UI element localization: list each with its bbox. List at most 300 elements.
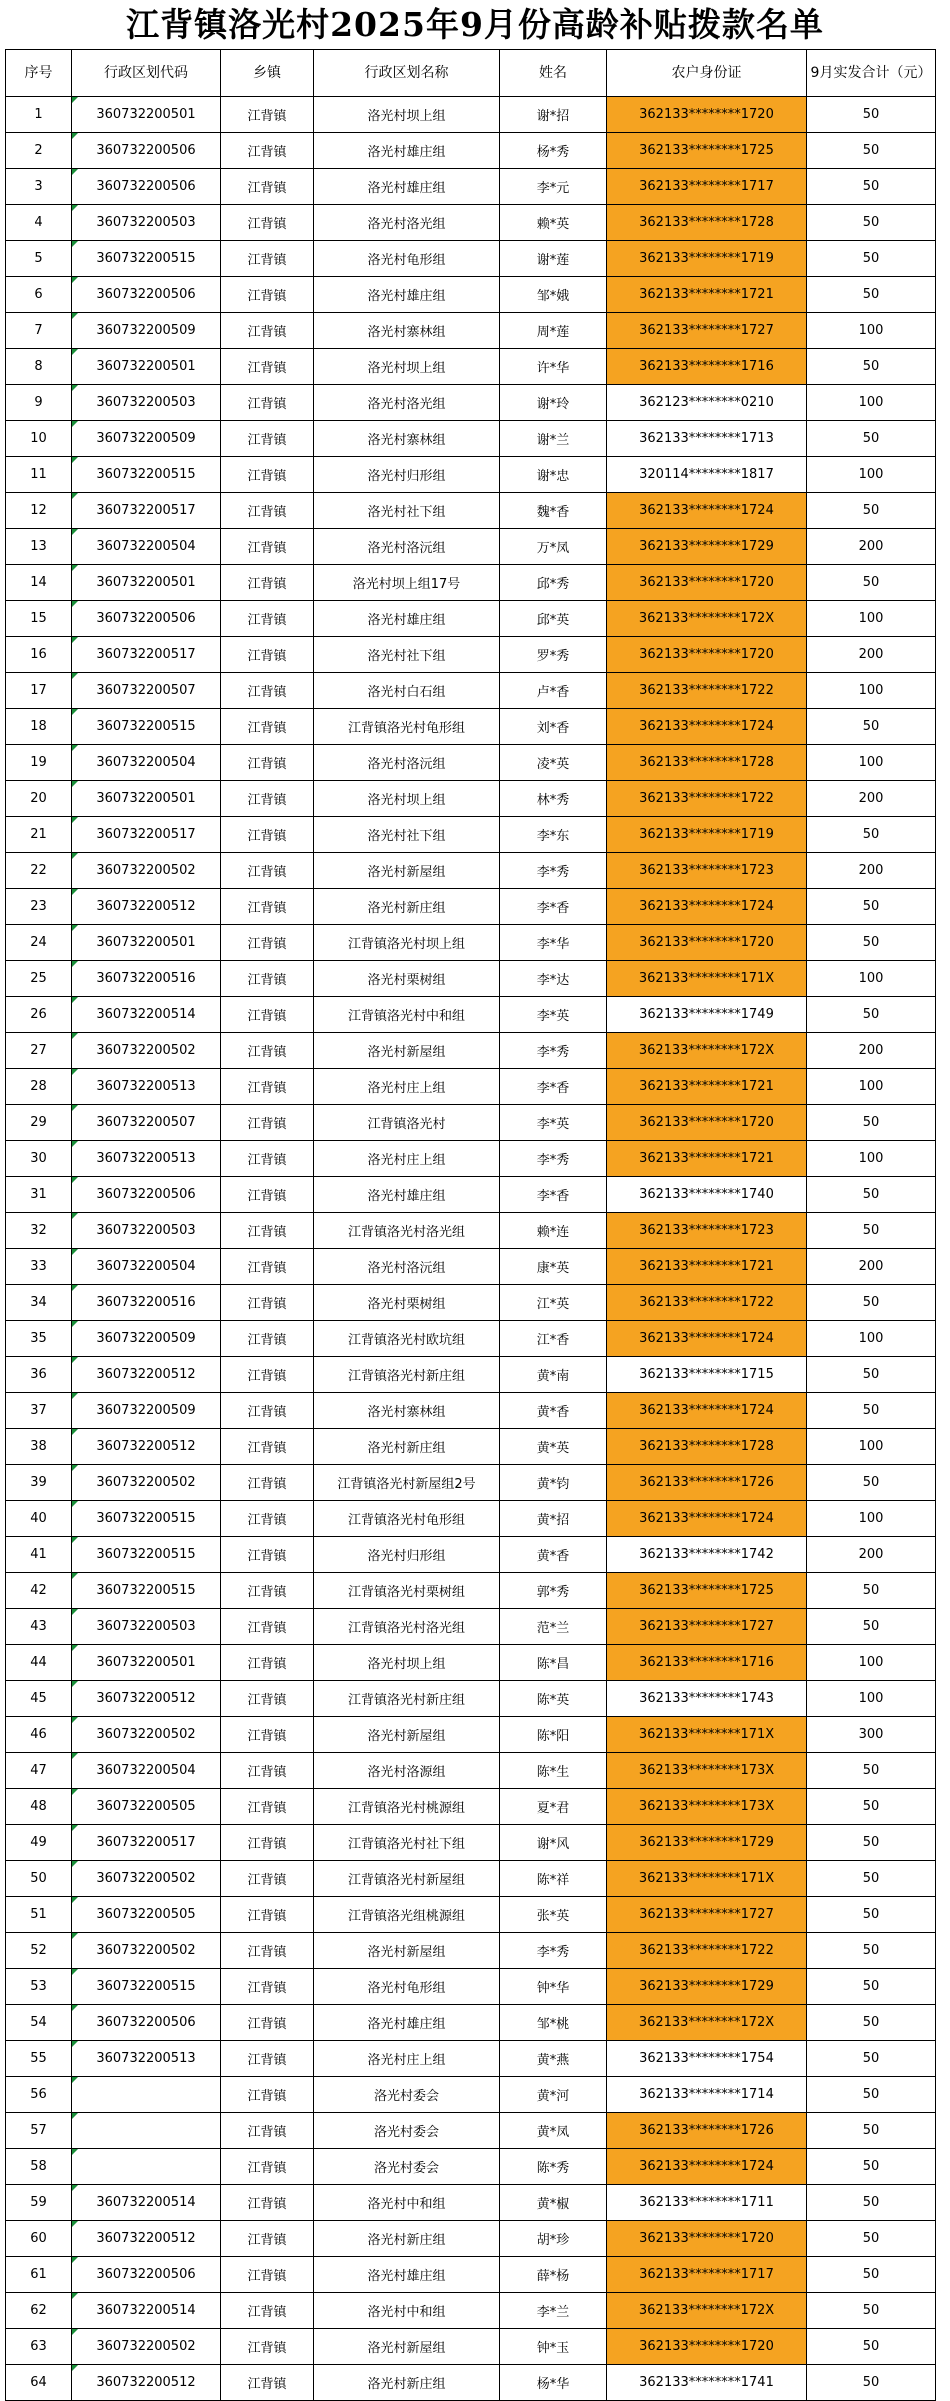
cell-index: 15 [6, 601, 72, 637]
header-amount: 9月实发合计（元） [807, 50, 936, 97]
cell-id-number: 362133********1724 [607, 1501, 807, 1537]
cell-township: 江背镇 [221, 313, 314, 349]
cell-name: 邹*桃 [500, 2005, 607, 2041]
table-row [6, 529, 936, 565]
cell-township: 江背镇 [221, 529, 314, 565]
cell-name: 赖*英 [500, 205, 607, 241]
cell-region-code: 360732200502 [72, 853, 221, 889]
cell-name: 江*香 [500, 1321, 607, 1357]
cell-id-number: 362133********1717 [607, 169, 807, 205]
cell-id-number: 362133********1711 [607, 2185, 807, 2221]
table-row [6, 205, 936, 241]
cell-amount: 50 [807, 1969, 936, 2005]
cell-name: 黄*河 [500, 2077, 607, 2113]
cell-name: 李*兰 [500, 2293, 607, 2329]
cell-index: 2 [6, 133, 72, 169]
cell-township: 江背镇 [221, 493, 314, 529]
cell-region-code: 360732200503 [72, 1609, 221, 1645]
header-name: 姓名 [500, 50, 607, 97]
cell-index: 41 [6, 1537, 72, 1573]
cell-id-number: 362133********1720 [607, 565, 807, 601]
table-row [6, 925, 936, 961]
cell-region-name: 洛光村龟形组 [314, 1969, 500, 2005]
cell-region-name: 洛光村新屋组 [314, 853, 500, 889]
cell-name: 郭*秀 [500, 1573, 607, 1609]
cell-amount: 50 [807, 2185, 936, 2221]
cell-amount: 100 [807, 457, 936, 493]
cell-id-number: 362133********1722 [607, 1285, 807, 1321]
cell-township: 江背镇 [221, 2365, 314, 2401]
cell-region-code: 360732200502 [72, 1465, 221, 1501]
cell-region-code: 360732200506 [72, 133, 221, 169]
cell-index: 50 [6, 1861, 72, 1897]
cell-name: 钟*玉 [500, 2329, 607, 2365]
cell-amount: 50 [807, 2077, 936, 2113]
cell-amount: 50 [807, 2005, 936, 2041]
cell-name: 谢*莲 [500, 241, 607, 277]
cell-region-code: 360732200505 [72, 1897, 221, 1933]
cell-region-name: 洛光村委会 [314, 2113, 500, 2149]
cell-region-code: 360732200506 [72, 2005, 221, 2041]
cell-township: 江背镇 [221, 2077, 314, 2113]
cell-township: 江背镇 [221, 1069, 314, 1105]
table-row [6, 277, 936, 313]
cell-name: 陈*阳 [500, 1717, 607, 1753]
cell-region-code: 360732200513 [72, 1069, 221, 1105]
cell-region-code: 360732200506 [72, 1177, 221, 1213]
cell-amount: 50 [807, 1393, 936, 1429]
cell-id-number: 362133********1721 [607, 277, 807, 313]
header-region-code: 行政区划代码 [72, 50, 221, 97]
cell-name: 赖*连 [500, 1213, 607, 1249]
cell-region-name: 洛光村雄庄组 [314, 2005, 500, 2041]
cell-name: 李*元 [500, 169, 607, 205]
cell-id-number: 362133********1740 [607, 1177, 807, 1213]
cell-region-name: 江背镇洛光村新屋组2号 [314, 1465, 500, 1501]
cell-township: 江背镇 [221, 1897, 314, 1933]
cell-region-code: 360732200501 [72, 925, 221, 961]
cell-region-code: 360732200506 [72, 601, 221, 637]
table-row [6, 745, 936, 781]
cell-name: 钟*华 [500, 1969, 607, 2005]
cell-id-number: 362133********1728 [607, 1429, 807, 1465]
table-row [6, 2365, 936, 2401]
table-row [6, 997, 936, 1033]
cell-id-number: 362133********171X [607, 1717, 807, 1753]
table-row [6, 1645, 936, 1681]
cell-id-number: 362133********1726 [607, 2113, 807, 2149]
table-row [6, 1573, 936, 1609]
table-row [6, 1321, 936, 1357]
cell-index: 36 [6, 1357, 72, 1393]
cell-amount: 50 [807, 565, 936, 601]
cell-township: 江背镇 [221, 889, 314, 925]
cell-region-code: 360732200517 [72, 817, 221, 853]
table-row [6, 2041, 936, 2077]
cell-id-number: 362133********1721 [607, 1069, 807, 1105]
cell-region-name: 洛光村洛光组 [314, 205, 500, 241]
cell-index: 62 [6, 2293, 72, 2329]
cell-amount: 50 [807, 997, 936, 1033]
table-row [6, 2077, 936, 2113]
cell-region-name: 洛光村坝上组 [314, 1645, 500, 1681]
cell-township: 江背镇 [221, 421, 314, 457]
cell-index: 11 [6, 457, 72, 493]
cell-region-code: 360732200515 [72, 1501, 221, 1537]
cell-id-number: 320114********1817 [607, 457, 807, 493]
cell-amount: 100 [807, 1501, 936, 1537]
cell-index: 8 [6, 349, 72, 385]
cell-region-name: 洛光村洛沅组 [314, 745, 500, 781]
cell-township: 江背镇 [221, 1105, 314, 1141]
cell-township: 江背镇 [221, 2041, 314, 2077]
table-row [6, 1357, 936, 1393]
cell-index: 42 [6, 1573, 72, 1609]
cell-name: 谢*风 [500, 1825, 607, 1861]
cell-amount: 50 [807, 169, 936, 205]
cell-township: 江背镇 [221, 277, 314, 313]
cell-index: 35 [6, 1321, 72, 1357]
cell-township: 江背镇 [221, 853, 314, 889]
cell-index: 45 [6, 1681, 72, 1717]
cell-id-number: 362133********173X [607, 1753, 807, 1789]
cell-amount: 50 [807, 889, 936, 925]
cell-name: 陈*英 [500, 1681, 607, 1717]
cell-region-name: 洛光村雄庄组 [314, 2257, 500, 2293]
cell-name: 陈*祥 [500, 1861, 607, 1897]
cell-index: 40 [6, 1501, 72, 1537]
cell-name: 万*凤 [500, 529, 607, 565]
cell-region-code: 360732200504 [72, 529, 221, 565]
cell-index: 16 [6, 637, 72, 673]
cell-id-number: 362133********1749 [607, 997, 807, 1033]
cell-amount: 50 [807, 1861, 936, 1897]
cell-township: 江背镇 [221, 133, 314, 169]
cell-amount: 300 [807, 1717, 936, 1753]
cell-name: 杨*秀 [500, 133, 607, 169]
table-row [6, 1285, 936, 1321]
cell-region-name: 洛光村社下组 [314, 817, 500, 853]
table-row [6, 1717, 936, 1753]
cell-region-name: 江背镇洛光村新庄组 [314, 1357, 500, 1393]
cell-index: 60 [6, 2221, 72, 2257]
cell-region-code: 360732200512 [72, 2365, 221, 2401]
cell-region-code: 360732200506 [72, 2257, 221, 2293]
cell-region-code: 360732200504 [72, 1753, 221, 1789]
cell-id-number: 362133********1717 [607, 2257, 807, 2293]
cell-index: 12 [6, 493, 72, 529]
cell-id-number: 362133********1719 [607, 241, 807, 277]
table-row [6, 1537, 936, 1573]
cell-id-number: 362133********1741 [607, 2365, 807, 2401]
cell-region-name: 江背镇洛光村 [314, 1105, 500, 1141]
cell-region-code: 360732200501 [72, 565, 221, 601]
cell-amount: 100 [807, 745, 936, 781]
cell-region-name: 洛光村坝上组17号 [314, 565, 500, 601]
cell-region-code: 360732200517 [72, 1825, 221, 1861]
cell-index: 13 [6, 529, 72, 565]
cell-name: 卢*香 [500, 673, 607, 709]
cell-index: 30 [6, 1141, 72, 1177]
cell-amount: 50 [807, 349, 936, 385]
table-row [6, 169, 936, 205]
cell-township: 江背镇 [221, 1249, 314, 1285]
cell-name: 李*香 [500, 1069, 607, 1105]
cell-region-code: 360732200506 [72, 277, 221, 313]
cell-amount: 50 [807, 1825, 936, 1861]
cell-amount: 100 [807, 1429, 936, 1465]
cell-id-number: 362133********1724 [607, 1321, 807, 1357]
cell-amount: 50 [807, 2257, 936, 2293]
table-row [6, 1753, 936, 1789]
cell-township: 江背镇 [221, 2185, 314, 2221]
cell-amount: 50 [807, 1753, 936, 1789]
cell-index: 43 [6, 1609, 72, 1645]
cell-amount: 100 [807, 673, 936, 709]
cell-name: 周*莲 [500, 313, 607, 349]
cell-name: 李*英 [500, 1105, 607, 1141]
cell-amount: 50 [807, 2293, 936, 2329]
cell-township: 江背镇 [221, 2149, 314, 2185]
table-row [6, 2293, 936, 2329]
cell-id-number: 362133********1728 [607, 745, 807, 781]
cell-id-number: 362133********1724 [607, 493, 807, 529]
table-row [6, 1897, 936, 1933]
cell-name: 刘*香 [500, 709, 607, 745]
cell-township: 江背镇 [221, 1141, 314, 1177]
cell-township: 江背镇 [221, 385, 314, 421]
table-row [6, 1249, 936, 1285]
cell-township: 江背镇 [221, 673, 314, 709]
cell-id-number: 362133********1727 [607, 313, 807, 349]
cell-name: 李*香 [500, 889, 607, 925]
cell-township: 江背镇 [221, 1573, 314, 1609]
cell-id-number: 362133********1724 [607, 889, 807, 925]
cell-township: 江背镇 [221, 1825, 314, 1861]
cell-region-code: 360732200515 [72, 1537, 221, 1573]
cell-region-code: 360732200502 [72, 2329, 221, 2365]
cell-index: 31 [6, 1177, 72, 1213]
cell-index: 63 [6, 2329, 72, 2365]
cell-township: 江背镇 [221, 2221, 314, 2257]
cell-township: 江背镇 [221, 2005, 314, 2041]
cell-region-name: 洛光村新屋组 [314, 1933, 500, 1969]
cell-name: 凌*英 [500, 745, 607, 781]
table-row [6, 133, 936, 169]
cell-amount: 50 [807, 493, 936, 529]
cell-index: 20 [6, 781, 72, 817]
cell-amount: 100 [807, 1321, 936, 1357]
cell-id-number: 362123********0210 [607, 385, 807, 421]
cell-region-name: 洛光村庄上组 [314, 2041, 500, 2077]
cell-region-code: 360732200503 [72, 1213, 221, 1249]
cell-amount: 50 [807, 2113, 936, 2149]
cell-region-name: 江背镇洛光村新庄组 [314, 1681, 500, 1717]
cell-region-name: 洛光村洛源组 [314, 1753, 500, 1789]
cell-township: 江背镇 [221, 1285, 314, 1321]
cell-amount: 100 [807, 1141, 936, 1177]
cell-township: 江背镇 [221, 1933, 314, 1969]
cell-township: 江背镇 [221, 349, 314, 385]
table-row [6, 1429, 936, 1465]
cell-region-name: 江背镇洛光村龟形组 [314, 709, 500, 745]
cell-amount: 50 [807, 817, 936, 853]
cell-region-name: 洛光村归形组 [314, 457, 500, 493]
table-row [6, 1105, 936, 1141]
cell-amount: 50 [807, 1609, 936, 1645]
cell-id-number: 362133********1720 [607, 637, 807, 673]
cell-name: 邱*英 [500, 601, 607, 637]
table-row [6, 781, 936, 817]
cell-index: 9 [6, 385, 72, 421]
cell-id-number: 362133********1716 [607, 1645, 807, 1681]
cell-region-code: 360732200502 [72, 1861, 221, 1897]
cell-id-number: 362133********1720 [607, 2329, 807, 2365]
cell-name: 李*华 [500, 925, 607, 961]
cell-region-code: 360732200512 [72, 1429, 221, 1465]
cell-township: 江背镇 [221, 97, 314, 133]
table-body [6, 97, 936, 2401]
table-row [6, 1609, 936, 1645]
cell-township: 江背镇 [221, 1177, 314, 1213]
cell-name: 陈*生 [500, 1753, 607, 1789]
cell-id-number: 362133********172X [607, 1033, 807, 1069]
cell-name: 李*英 [500, 997, 607, 1033]
cell-township: 江背镇 [221, 2257, 314, 2293]
cell-name: 黄*香 [500, 1537, 607, 1573]
cell-amount: 200 [807, 781, 936, 817]
table-row [6, 241, 936, 277]
cell-township: 江背镇 [221, 1429, 314, 1465]
table-row [6, 1177, 936, 1213]
cell-region-code: 360732200507 [72, 1105, 221, 1141]
cell-township: 江背镇 [221, 565, 314, 601]
subsidy-table [5, 49, 936, 2401]
table-row [6, 2257, 936, 2293]
cell-id-number: 362133********1728 [607, 205, 807, 241]
cell-region-name: 洛光村洛沅组 [314, 1249, 500, 1285]
cell-id-number: 362133********1743 [607, 1681, 807, 1717]
cell-id-number: 362133********1720 [607, 925, 807, 961]
cell-name: 陈*昌 [500, 1645, 607, 1681]
cell-amount: 50 [807, 2221, 936, 2257]
cell-township: 江背镇 [221, 601, 314, 637]
cell-region-name: 江背镇洛光村栗树组 [314, 1573, 500, 1609]
cell-index: 64 [6, 2365, 72, 2401]
cell-id-number: 362133********1742 [607, 1537, 807, 1573]
cell-township: 江背镇 [221, 1681, 314, 1717]
cell-name: 张*英 [500, 1897, 607, 1933]
cell-region-code: 360732200507 [72, 673, 221, 709]
cell-index: 39 [6, 1465, 72, 1501]
cell-region-name: 洛光村坝上组 [314, 97, 500, 133]
cell-name: 夏*君 [500, 1789, 607, 1825]
cell-amount: 200 [807, 637, 936, 673]
cell-amount: 50 [807, 1789, 936, 1825]
cell-township: 江背镇 [221, 241, 314, 277]
cell-name: 黄*钧 [500, 1465, 607, 1501]
cell-id-number: 362133********1725 [607, 1573, 807, 1609]
cell-region-name: 洛光村委会 [314, 2077, 500, 2113]
cell-township: 江背镇 [221, 2293, 314, 2329]
cell-region-code: 360732200512 [72, 2221, 221, 2257]
cell-index: 32 [6, 1213, 72, 1249]
cell-name: 魏*香 [500, 493, 607, 529]
cell-region-code: 360732200502 [72, 1033, 221, 1069]
cell-index: 29 [6, 1105, 72, 1141]
cell-amount: 50 [807, 421, 936, 457]
cell-region-name: 洛光村中和组 [314, 2185, 500, 2221]
cell-region-code: 360732200505 [72, 1789, 221, 1825]
cell-id-number: 362133********172X [607, 2005, 807, 2041]
table-row [6, 1969, 936, 2005]
cell-name: 薛*杨 [500, 2257, 607, 2293]
cell-index: 37 [6, 1393, 72, 1429]
cell-index: 58 [6, 2149, 72, 2185]
table-row [6, 961, 936, 997]
cell-index: 44 [6, 1645, 72, 1681]
cell-id-number: 362133********1722 [607, 1933, 807, 1969]
cell-amount: 100 [807, 313, 936, 349]
cell-id-number: 362133********1727 [607, 1609, 807, 1645]
table-row [6, 637, 936, 673]
cell-index: 61 [6, 2257, 72, 2293]
cell-name: 李*秀 [500, 853, 607, 889]
cell-region-name: 江背镇洛光村洛光组 [314, 1213, 500, 1249]
cell-index: 52 [6, 1933, 72, 1969]
cell-amount: 100 [807, 385, 936, 421]
cell-township: 江背镇 [221, 1213, 314, 1249]
cell-township: 江背镇 [221, 1609, 314, 1645]
cell-index: 22 [6, 853, 72, 889]
cell-region-code: 360732200509 [72, 1393, 221, 1429]
cell-name: 黄*招 [500, 1501, 607, 1537]
cell-index: 7 [6, 313, 72, 349]
cell-township: 江背镇 [221, 169, 314, 205]
cell-name: 邹*娥 [500, 277, 607, 313]
cell-region-name: 洛光村归形组 [314, 1537, 500, 1573]
cell-township: 江背镇 [221, 709, 314, 745]
cell-index: 34 [6, 1285, 72, 1321]
cell-id-number: 362133********1715 [607, 1357, 807, 1393]
cell-region-code: 360732200506 [72, 169, 221, 205]
cell-name: 李*秀 [500, 1933, 607, 1969]
cell-region-name: 江背镇洛光村洛光组 [314, 1609, 500, 1645]
cell-index: 10 [6, 421, 72, 457]
cell-id-number: 362133********1724 [607, 1393, 807, 1429]
cell-id-number: 362133********1720 [607, 97, 807, 133]
table-row [6, 889, 936, 925]
cell-name: 李*东 [500, 817, 607, 853]
header-index: 序号 [6, 50, 72, 97]
table-row [6, 97, 936, 133]
cell-name: 李*秀 [500, 1141, 607, 1177]
cell-index: 33 [6, 1249, 72, 1285]
cell-id-number: 362133********172X [607, 2293, 807, 2329]
cell-region-code: 360732200512 [72, 1681, 221, 1717]
cell-index: 4 [6, 205, 72, 241]
cell-township: 江背镇 [221, 457, 314, 493]
cell-name: 许*华 [500, 349, 607, 385]
table-row [6, 421, 936, 457]
cell-township: 江背镇 [221, 1357, 314, 1393]
cell-amount: 50 [807, 1465, 936, 1501]
cell-township: 江背镇 [221, 1861, 314, 1897]
cell-amount: 50 [807, 1285, 936, 1321]
cell-name: 胡*珍 [500, 2221, 607, 2257]
cell-id-number: 362133********1724 [607, 2149, 807, 2185]
table-row [6, 1141, 936, 1177]
